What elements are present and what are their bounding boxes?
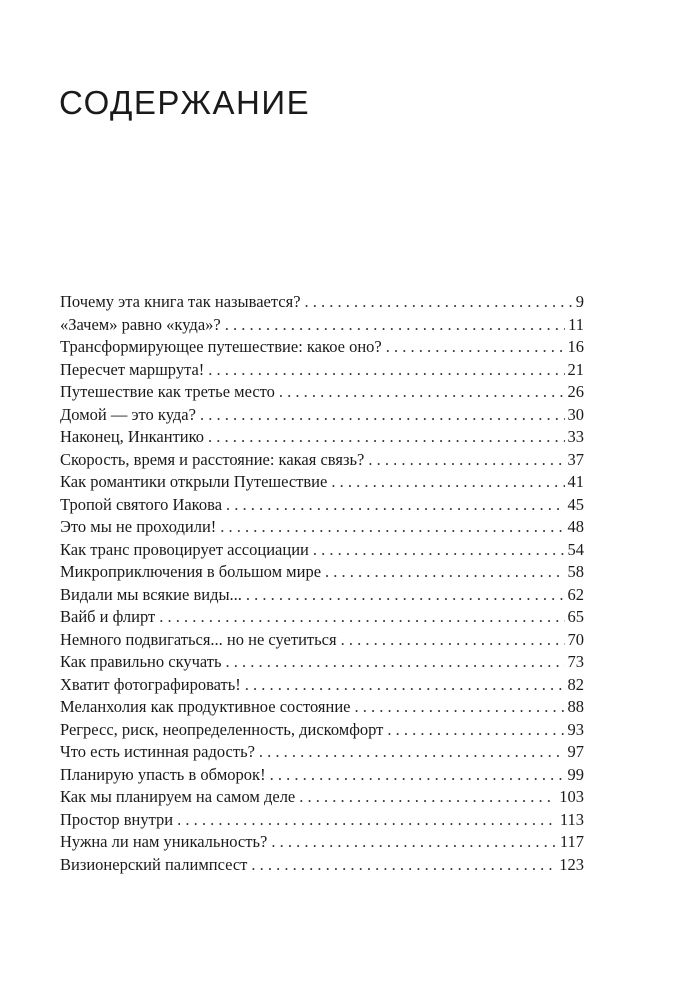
toc-entry [60, 719, 584, 742]
toc-entry [60, 786, 584, 809]
toc-entry [60, 674, 584, 697]
toc-entry-page-number: 16 [567, 337, 584, 356]
toc-entry-title: Домой — это куда? [60, 404, 196, 424]
toc-entry-title: Наконец, Инкантико [60, 427, 205, 446]
toc-entry-title: Трансформирующее путешествие: какое оно? [60, 337, 382, 356]
dot-leader [251, 854, 556, 877]
toc-entry-page-number: 26 [567, 382, 584, 401]
toc-entry [60, 449, 584, 472]
toc-entry [60, 696, 584, 719]
page-title: СОДЕРЖАНИЕ [59, 84, 311, 121]
toc-entry [60, 336, 584, 359]
toc-entry-page-number: 88 [567, 697, 584, 716]
toc-entry-title: Микроприключения в большом мире [60, 562, 322, 581]
toc-entry-title: Как мы планируем на самом деле [60, 787, 296, 806]
toc-entry-title: Как правильно скучать [60, 652, 222, 671]
toc-entry-title: Вайб и флирт [60, 607, 156, 626]
toc-entry-title: Хватит фотографировать! [60, 674, 241, 694]
dot-leader [200, 404, 565, 427]
dot-leader [355, 696, 565, 719]
toc-entry-title: Видали мы всякие виды... [60, 584, 242, 604]
toc-entry-page-number: 30 [567, 404, 584, 424]
toc-entry-page-number: 62 [567, 584, 584, 604]
toc-entry [60, 809, 584, 832]
toc-entry [60, 494, 584, 517]
toc-entry-page-number: 123 [559, 854, 584, 874]
toc-entry-page-number: 45 [567, 494, 584, 514]
dot-leader [305, 291, 573, 314]
toc-entry-title: Планирую упасть в обморок! [60, 764, 266, 784]
toc-entry-page-number: 113 [559, 809, 584, 829]
toc-entry-title: «Зачем» равно «куда»? [60, 314, 221, 334]
toc-entry [60, 831, 584, 854]
dot-leader [341, 629, 565, 652]
toc-entry [60, 584, 584, 607]
toc-entry [60, 854, 584, 877]
toc-entry-title: Тропой святого Иакова [60, 494, 223, 514]
toc-entry-title: Как романтики открыли Путешествие [60, 472, 328, 491]
dot-leader [313, 539, 565, 562]
toc-entry-title: Пересчет маршрута! [60, 359, 205, 379]
toc-entry [60, 381, 584, 404]
toc-entry-title: Визионерский палимпсест [60, 854, 248, 874]
toc-entry [60, 629, 584, 652]
toc-entry [60, 539, 584, 562]
toc-entry-title: Как транс провоцирует ассоциации [60, 539, 309, 559]
toc-entry-page-number: 99 [567, 764, 584, 784]
toc-entry-title: Нужна ли нам уникальность? [60, 832, 268, 851]
toc-entry-page-number: 93 [567, 719, 584, 739]
toc-entry-page-number: 73 [567, 652, 584, 671]
toc-entry-page-number: 21 [567, 359, 584, 379]
dot-leader [325, 561, 564, 584]
toc-entry-page-number: 9 [575, 292, 584, 311]
toc-entry-title: Путешествие как третье место [60, 382, 275, 401]
dot-leader [279, 381, 565, 404]
dot-leader [387, 719, 564, 742]
toc-entry [60, 426, 584, 449]
toc-entry-title: Это мы не проходили! [60, 517, 217, 536]
dot-leader [271, 831, 557, 854]
dot-leader [225, 314, 565, 337]
dot-leader [177, 809, 557, 832]
toc-entry-page-number: 65 [567, 607, 584, 626]
toc-entry-title: Почему эта книга так называется? [60, 292, 301, 311]
toc-entry-page-number: 33 [567, 427, 584, 446]
toc-entry-page-number: 117 [559, 832, 584, 851]
dot-leader [226, 651, 565, 674]
dot-leader [159, 606, 564, 629]
toc-entry [60, 606, 584, 629]
toc-entry-title: Немного подвигаться... но не суетиться [60, 629, 337, 649]
toc-entry-page-number: 37 [567, 449, 584, 469]
dot-leader [245, 674, 565, 697]
toc-entry-title: Скорость, время и расстояние: какая связь? [60, 449, 365, 469]
toc-entry [60, 404, 584, 427]
toc-entry [60, 516, 584, 539]
dot-leader [386, 336, 565, 359]
dot-leader [226, 494, 564, 517]
toc-entry-title: Простор внутри [60, 809, 174, 829]
toc-entry-page-number: 48 [567, 517, 584, 536]
toc-entry-title: Меланхолия как продуктивное состояние [60, 697, 351, 716]
dot-leader [208, 359, 564, 382]
toc-entry-title: Регресс, риск, неопределенность, дискомфорт [60, 719, 384, 739]
toc-entry [60, 561, 584, 584]
toc-entry-page-number: 11 [568, 314, 584, 334]
toc-entry-page-number: 41 [567, 472, 584, 491]
dot-leader [299, 786, 556, 809]
dot-leader [246, 584, 565, 607]
toc-entry [60, 314, 584, 337]
dot-leader [220, 516, 564, 539]
dot-leader [368, 449, 564, 472]
toc-entry [60, 764, 584, 787]
dot-leader [331, 471, 564, 494]
table-of-contents [60, 291, 584, 876]
toc-entry [60, 359, 584, 382]
dot-leader [259, 741, 565, 764]
toc-entry [60, 651, 584, 674]
toc-entry-page-number: 82 [567, 674, 584, 694]
toc-entry [60, 741, 584, 764]
toc-entry-page-number: 58 [567, 562, 584, 581]
toc-entry-page-number: 54 [567, 539, 584, 559]
dot-leader [208, 426, 564, 449]
toc-entry-title: Что есть истинная радость? [60, 742, 255, 761]
toc-entry-page-number: 103 [559, 787, 584, 806]
toc-entry [60, 291, 584, 314]
toc-entry-page-number: 97 [567, 742, 584, 761]
dot-leader [270, 764, 565, 787]
toc-entry-page-number: 70 [567, 629, 584, 649]
toc-entry [60, 471, 584, 494]
